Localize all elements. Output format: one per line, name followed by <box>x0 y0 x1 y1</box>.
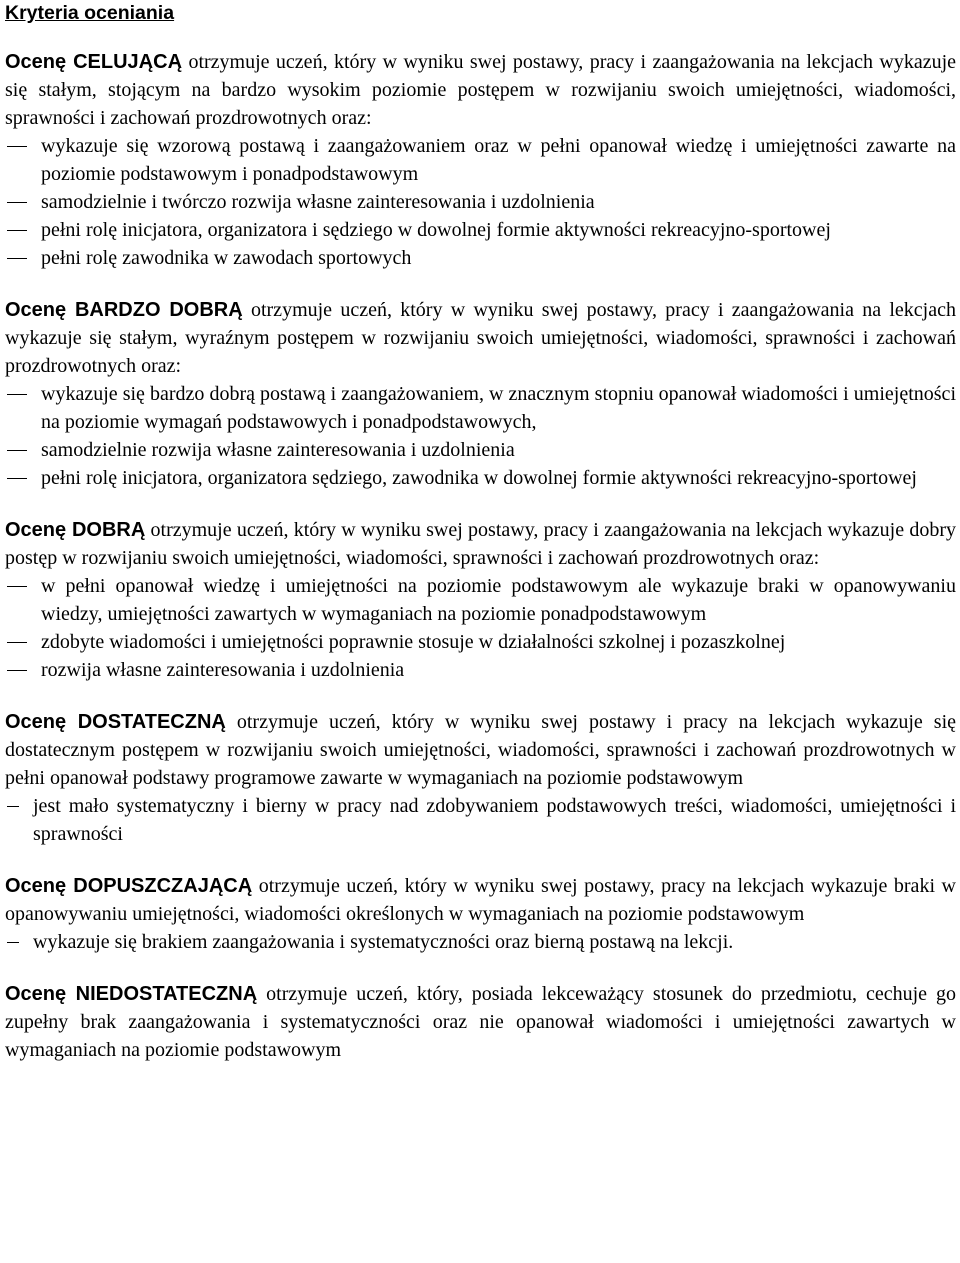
grade-section-niedostateczna <box>5 980 956 1064</box>
section-intro <box>5 708 956 792</box>
section-intro <box>5 872 956 928</box>
document-title: Kryteria oceniania <box>5 2 175 24</box>
grade-section-celujaca <box>5 48 956 272</box>
criteria-item: w pełni opanował wiedzę i umiejętności na poziomie podstawowym ale wykazuje braki w opanowywaniu wiedzy, umiejętności zawartych w wymaganiach na poziomie ponadpodstawowym <box>5 572 956 628</box>
intro-text: otrzymuje uczeń, który w wyniku swej postawy i pracy na lekcjach wykazuje się dostatecznym postępem w rozwijaniu swoich umiejętności, wiadomości, sprawności i zachowań prozdrowotnych w pełni opanował podstawy programowe zawarte w wymaganiach na poziomie podstawowym <box>5 711 957 789</box>
grade-label: Ocenę NIEDOSTATECZNĄ <box>5 983 258 1005</box>
criteria-item: wykazuje się wzorową postawą i zaangażowaniem oraz w pełni opanował wiedzę i umiejętności zawarte na poziomie podstawowym i ponadpodstawowym <box>5 132 956 188</box>
intro-text: otrzymuje uczeń, który w wyniku swej postawy, pracy i zaangażowania na lekcjach wykazuje dobry postęp w rozwijaniu swoich umiejętności, wiadomości, sprawności i zachowań prozdrowotnych oraz: <box>5 519 957 569</box>
grade-section-bardzo-dobra <box>5 296 956 492</box>
criteria-item: pełni rolę inicjatora, organizatora i sędziego w dowolnej formie aktywności rekreacyjno-sportowej <box>5 216 956 244</box>
intro-text: otrzymuje uczeń, który w wyniku swej postawy, pracy na lekcjach wykazuje braki w opanowywaniu umiejętności, wiadomości określonych w wymaganiach na poziomie podstawowym <box>5 875 957 925</box>
section-intro <box>5 516 956 572</box>
criteria-item: zdobyte wiadomości i umiejętności poprawnie stosuje w działalności szkolnej i pozaszkolnej <box>5 628 956 656</box>
grade-section-dostateczna <box>5 708 956 848</box>
criteria-item: wykazuje się bardzo dobrą postawą i zaangażowaniem, w znacznym stopniu opanował wiadomości i umiejętności na poziomie wymagań podstawowych i ponadpodstawowych, <box>5 380 956 436</box>
criteria-list <box>5 928 956 956</box>
criteria-list <box>5 380 956 492</box>
criteria-item: jest mało systematyczny i bierny w pracy nad zdobywaniem podstawowych treści, wiadomości, umiejętności i sprawności <box>5 792 956 848</box>
criteria-item: pełni rolę zawodnika w zawodach sportowych <box>5 244 956 272</box>
section-intro <box>5 296 956 380</box>
criteria-item: wykazuje się brakiem zaangażowania i systematyczności oraz bierną postawą na lekcji. <box>5 928 956 956</box>
intro-text: otrzymuje uczeń, który w wyniku swej postawy, pracy i zaangażowania na lekcjach wykazuje się stałym, wyraźnym postępem w rozwijaniu swoich umiejętności, wiadomości, sprawności i zachowań prozdrowotnych oraz: <box>5 299 956 377</box>
criteria-item: samodzielnie rozwija własne zainteresowania i uzdolnienia <box>5 436 956 464</box>
grade-label: Ocenę BARDZO DOBRĄ <box>5 299 243 321</box>
section-intro <box>5 48 956 132</box>
criteria-item: samodzielnie i twórczo rozwija własne zainteresowania i uzdolnienia <box>5 188 956 216</box>
intro-text: otrzymuje uczeń, który w wyniku swej postawy, pracy i zaangażowania na lekcjach wykazuje się stałym, stojącym na bardzo wysokim poziomie postępem w rozwijaniu swoich umiejętności, wiadomości, sprawności i zachowań prozdrowotnych oraz: <box>5 51 957 129</box>
criteria-item: pełni rolę inicjatora, organizatora sędziego, zawodnika w dowolnej formie aktywności rekreacyjno-sportowej <box>5 464 956 492</box>
criteria-item: rozwija własne zainteresowania i uzdolnienia <box>5 656 956 684</box>
criteria-list <box>5 572 956 684</box>
criteria-list <box>5 132 956 272</box>
grade-label: Ocenę DOBRĄ <box>5 519 146 541</box>
criteria-list <box>5 792 956 848</box>
grade-section-dopuszczajaca <box>5 872 956 956</box>
grade-label: Ocenę DOPUSZCZAJĄCĄ <box>5 875 253 897</box>
grade-section-dobra <box>5 516 956 684</box>
grade-label: Ocenę DOSTATECZNĄ <box>5 711 226 733</box>
grade-label: Ocenę CELUJĄCĄ <box>5 51 183 73</box>
section-intro <box>5 980 956 1064</box>
intro-text: otrzymuje uczeń, który, posiada lekceważący stosunek do przedmiotu, cechuje go zupełny brak zaangażowania i systematyczności oraz nie opanował wiadomości i umiejętności zawartych w wymaganiach na poziomie podstawowym <box>5 983 956 1061</box>
